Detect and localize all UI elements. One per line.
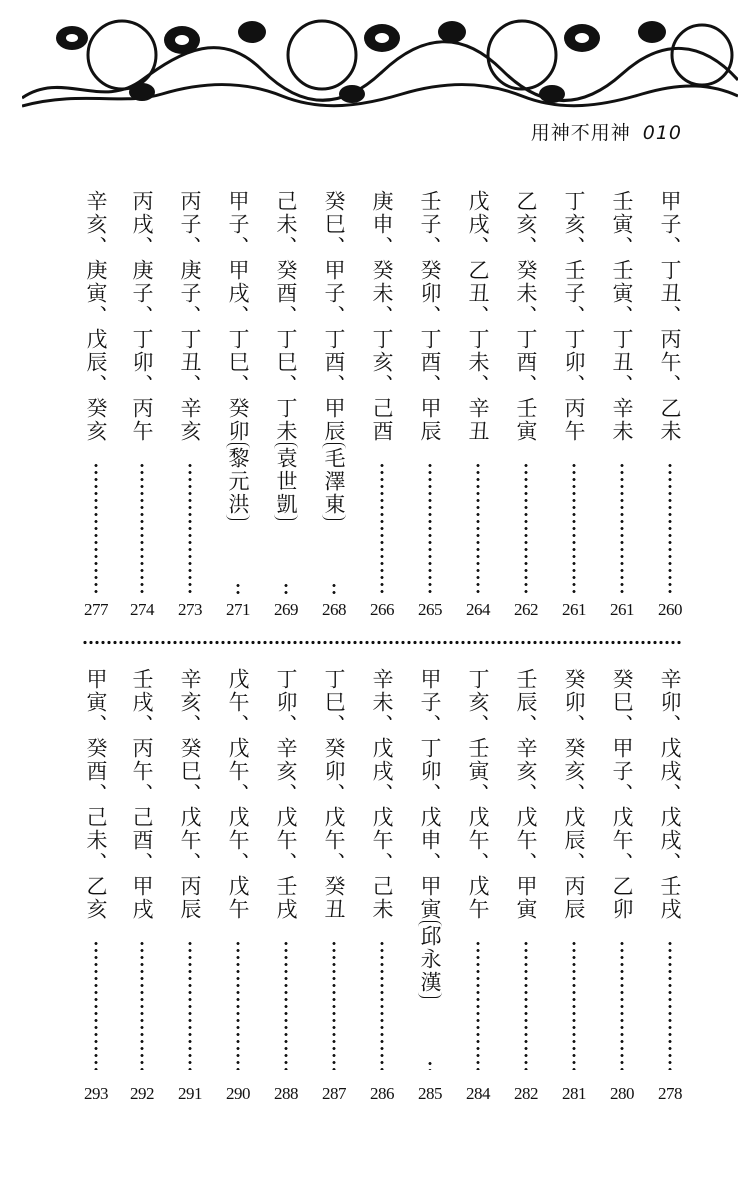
entry-page: 274 [130,600,154,619]
dot-leader [139,940,145,1070]
entry-text: 壬子、癸卯、丁酉、甲辰 [418,190,442,443]
dot-leader [571,940,577,1070]
entry-page: 271 [226,600,250,619]
person-name-note: 袁世凱 [274,443,298,520]
dot-leader [523,462,529,594]
dot-leader [427,1060,433,1070]
dot-leader [235,582,241,594]
section-divider [82,640,682,645]
entry-text: 乙亥、癸未、丁酉、壬寅 [514,190,538,443]
entry-text: 癸巳、甲子、戊午、乙卯 [610,668,634,921]
entry-page: 293 [84,1084,108,1103]
entry-page: 261 [610,600,634,619]
entry-text: 辛亥、癸巳、戊午、丙辰 [178,668,202,921]
entry-page: 282 [514,1084,538,1103]
person-name-note: 邱永漢 [418,921,442,998]
dot-leader [667,462,673,594]
entry-page: 285 [418,1084,442,1103]
entry-text [223,190,253,520]
entry-page: 281 [562,1084,586,1103]
dot-leader [475,462,481,594]
entry-page: 273 [178,600,202,619]
entry-ganzhi: 己未、癸酉、丁巳、丁未 [274,190,298,443]
dot-leader [523,940,529,1070]
dot-leader [187,940,193,1070]
entry-text: 丙子、庚子、丁丑、辛亥 [178,190,202,443]
entry-text: 壬寅、壬寅、丁丑、辛未 [610,190,634,443]
entry-text: 辛未、戊戌、戊午、己未 [370,668,394,921]
entry-page: 264 [466,600,490,619]
entry-page: 287 [322,1084,346,1103]
entry-text: 癸卯、癸亥、戊辰、丙辰 [562,668,586,921]
entry-page: 286 [370,1084,394,1103]
person-name-note: 黎元洪 [226,443,250,520]
dot-leader [283,582,289,594]
dot-leader [93,940,99,1070]
entry-text [271,190,301,520]
dot-leader [331,582,337,594]
entry-text: 辛卯、戊戌、戊戌、壬戌 [658,668,682,921]
entry-text: 辛亥、庚寅、戊辰、癸亥 [84,190,108,443]
dot-leader [187,462,193,594]
dot-leader [93,462,99,594]
page-number: 010 [642,122,682,144]
dot-leader [235,940,241,1070]
dot-leader [139,462,145,594]
entry-page: 269 [274,600,298,619]
dot-leader [667,940,673,1070]
entry-ganzhi: 癸巳、甲子、丁酉、甲辰 [322,190,346,443]
entry-page: 278 [658,1084,682,1103]
entry-ganzhi: 甲子、甲戌、丁巳、癸卯 [226,190,250,443]
dot-leader [379,462,385,594]
entry-text: 戊戌、乙丑、丁未、辛丑 [466,190,490,443]
entry-page: 262 [514,600,538,619]
entry-text [415,668,445,998]
entry-text: 丁亥、壬寅、戊午、戊午 [466,668,490,921]
entry-page: 284 [466,1084,490,1103]
entry-page: 265 [418,600,442,619]
person-name-note: 毛澤東 [322,443,346,520]
book-title: 用神不用神 [530,122,631,144]
entry-page: 291 [178,1084,202,1103]
entry-text: 壬戌、丙午、己酉、甲戌 [130,668,154,921]
entry-text: 丙戌、庚子、丁卯、丙午 [130,190,154,443]
entry-page: 260 [658,600,682,619]
entry-page: 292 [130,1084,154,1103]
entry-ganzhi: 甲子、丁卯、戊申、甲寅 [418,668,442,921]
entry-page: 261 [562,600,586,619]
dot-leader [619,462,625,594]
entry-page: 268 [322,600,346,619]
entry-page: 288 [274,1084,298,1103]
dot-leader [475,940,481,1070]
entry-page: 277 [84,600,108,619]
dot-leader [571,462,577,594]
entry-text: 丁卯、辛亥、戊午、壬戌 [274,668,298,921]
dot-leader [331,940,337,1070]
entry-page: 290 [226,1084,250,1103]
entry-page: 266 [370,600,394,619]
page-header [531,118,682,145]
entry-text: 庚申、癸未、丁亥、己酉 [370,190,394,443]
entry-text: 壬辰、辛亥、戊午、甲寅 [514,668,538,921]
dot-leader [619,940,625,1070]
entry-text: 甲子、丁丑、丙午、乙未 [658,190,682,443]
entry-text: 戊午、戊午、戊午、戊午 [226,668,250,921]
dot-leader [379,940,385,1070]
dot-leader [283,940,289,1070]
entry-page: 280 [610,1084,634,1103]
entry-text [319,190,349,520]
dot-leader [427,462,433,594]
entry-text: 丁巳、癸卯、戊午、癸丑 [322,668,346,921]
entry-text: 丁亥、壬子、丁卯、丙午 [562,190,586,443]
entry-text: 甲寅、癸酉、己未、乙亥 [84,668,108,921]
floral-border-ornament [22,10,738,110]
